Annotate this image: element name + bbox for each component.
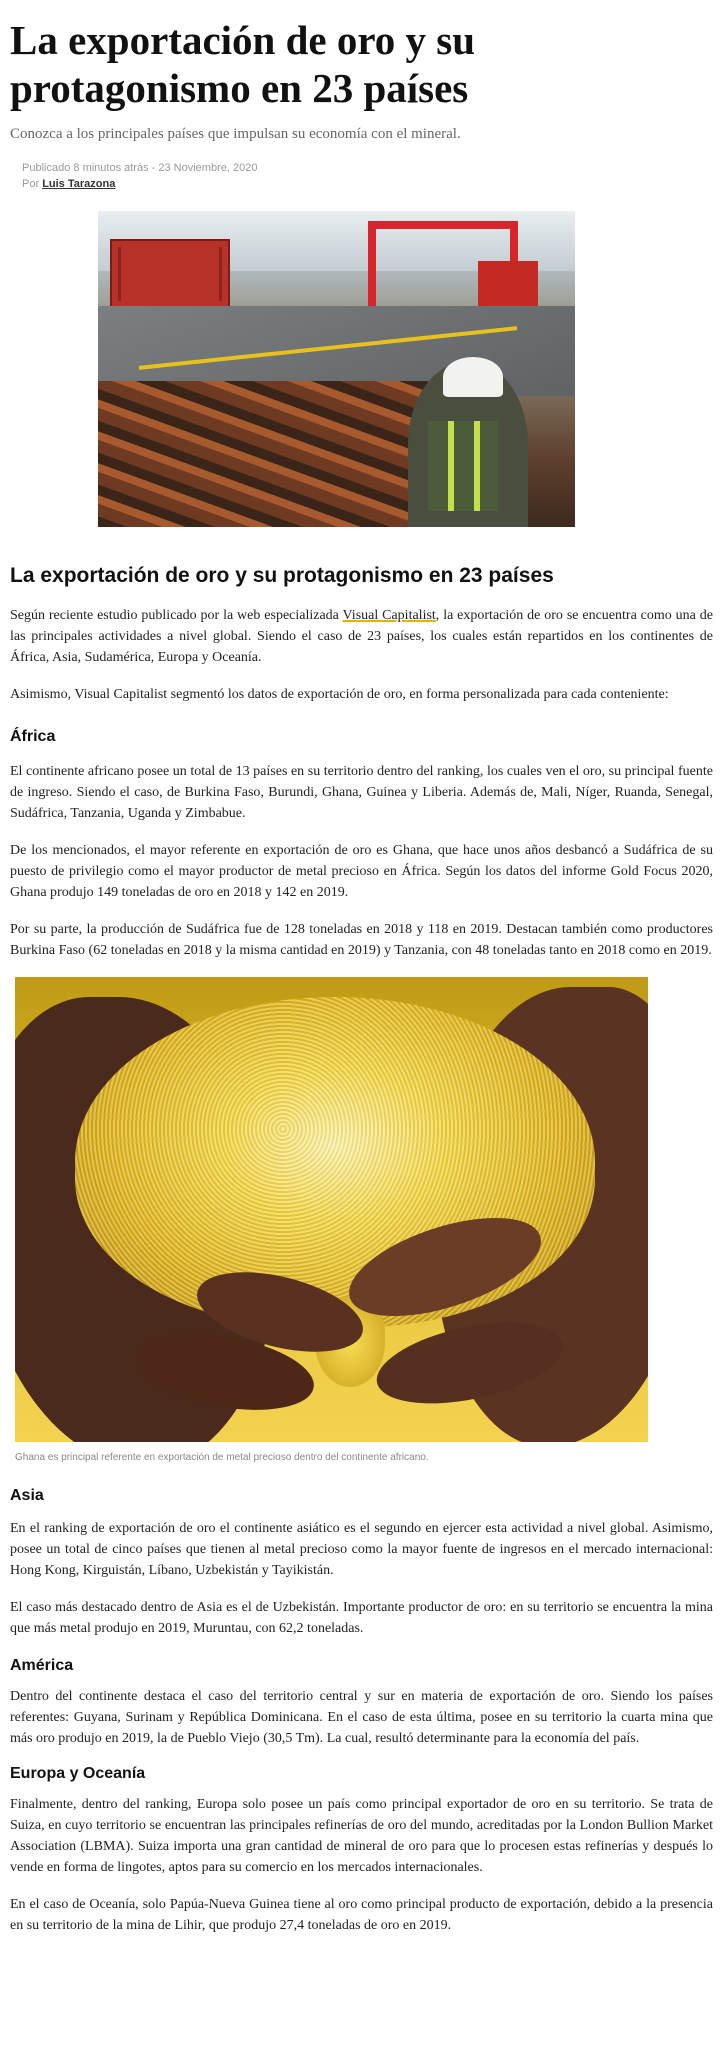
- shipping-container: [110, 239, 230, 309]
- published-separator: -: [148, 162, 159, 174]
- intro-paragraph-1: Según reciente estudio publicado por la web especializada Visual Capitalist, la exportación de oro se encuentra como una de las principales actividades a nivel global. Siendo el caso de 23 países, los cuales están repartidos en los continentes de África, Asia, Sudamérica, Europa y Oceanía.: [10, 608, 713, 665]
- intro-paragraph-2: Asimismo, Visual Capitalist segmentó los datos de exportación de oro, en forma personalizada para cada conteniente:: [10, 687, 669, 702]
- africa-paragraph-2: De los mencionados, el mayor referente en exportación de oro es Ghana, que hace unos años desbancó a Sudáfrica de su puesto de privilegio como el mayor productor de metal precioso en África. Según los datos del informe Gold Focus 2020, Ghana produjo 149 toneladas de oro en 2018 y 142 en 2019.: [10, 843, 713, 900]
- asia-paragraph-2: El caso más destacado dentro de Asia es el de Uzbekistán. Importante productor de oro: en su territorio se encuentra la mina que más metal produjo en 2019, Muruntau, con 62,2 toneladas.: [10, 1600, 713, 1636]
- hero-image: [98, 211, 575, 527]
- published-date: 23 Noviembre, 2020: [158, 162, 258, 174]
- hard-hat: [443, 357, 503, 397]
- europe-oceania-heading: Europa y Oceanía: [10, 1765, 146, 1782]
- article-meta: [22, 160, 713, 192]
- africa-paragraph-1: El continente africano posee un total de 13 países en su territorio dentro del ranking, los cuales ven el oro, su principal fuente de ingreso. Siendo el caso, de Burkina Faso, Burundi, Ghana, Guinea y Liberia. Además de, Mali, Níger, Ruanda, Senegal, Sudáfrica, Tanzania, Uganda y Zimbabue.: [10, 764, 713, 821]
- article-title: La exportación de oro y su protagonismo en 23 países: [10, 17, 476, 111]
- asia-paragraph-1: En el ranking de exportación de oro el continente asiático es el segundo en ejercer esta actividad a nivel global. Asimismo, posee un total de cinco países que tienen al metal precioso como la mayor fuente de ingresos en el mercado internacional: Hong Kong, Kirguistán, Líbano, Uzbekistán y Tayikistán.: [10, 1521, 713, 1578]
- publish-line: [22, 160, 713, 176]
- europe-paragraph-1: Finalmente, dentro del ranking, Europa solo posee un país como principal exportador de oro en su territorio. Se trata de Suiza, en cuyo territorio se encuentran las principales refinerías de oro del mundo, acreditadas por la London Bullion Market Association (LBMA). Suiza importa una gran cantidad de mineral de oro para que lo procesen estas refinerías y después lo vende en forma de lingotes, aptos para su comercio en los mercados internacionales.: [10, 1797, 713, 1875]
- published-time: 8 minutos atrás: [73, 162, 149, 174]
- article-subtitle: Conozca a los principales países que impulsan su economía con el mineral.: [10, 126, 461, 142]
- visual-capitalist-link[interactable]: Visual Capitalist: [342, 608, 436, 623]
- section-heading: La exportación de oro y su protagonismo en 23 países: [10, 564, 554, 587]
- author-link[interactable]: Luis Tarazona: [42, 178, 116, 190]
- oceania-paragraph: En el caso de Oceanía, solo Papúa-Nueva Guinea tiene al oro como principal producto de exportación, debido a la presencia en su territorio de la mina de Lihir, que produjo 27,4 toneladas de oro en 2019.: [10, 1897, 713, 1933]
- africa-paragraph-3: Por su parte, la producción de Sudáfrica fue de 128 toneladas en 2018 y 118 en 2019. Destacan también como productores Burkina Faso (62 toneladas en 2018 y la misma cantidad en 2019) y Tanzania, con 48 toneladas tanto en 2018 como en 2019.: [10, 922, 713, 958]
- africa-heading: África: [10, 728, 56, 745]
- gold-grains: [75, 997, 595, 1327]
- america-paragraph-1: Dentro del continente destaca el caso del territorio central y sur en materia de exportación de oro. Siendo los países referentes: Guyana, Surinam y República Dominicana. En el caso de esta última, posee en su territorio la cuarta mina que más oro produjo en 2019, la de Pueblo Viejo (30,5 Tm). La cual, resultó determinante para la economía del país.: [10, 1689, 713, 1746]
- metal-bars: [98, 381, 428, 527]
- byline: [22, 176, 713, 192]
- asia-heading: Asia: [10, 1487, 44, 1504]
- america-heading: América: [10, 1657, 74, 1674]
- image-caption: Ghana es principal referente en exportación de metal precioso dentro del continente africano.: [15, 1452, 429, 1463]
- by-label: Por: [22, 178, 40, 190]
- published-label: Publicado: [22, 162, 71, 174]
- gold-hands-image: [15, 977, 648, 1442]
